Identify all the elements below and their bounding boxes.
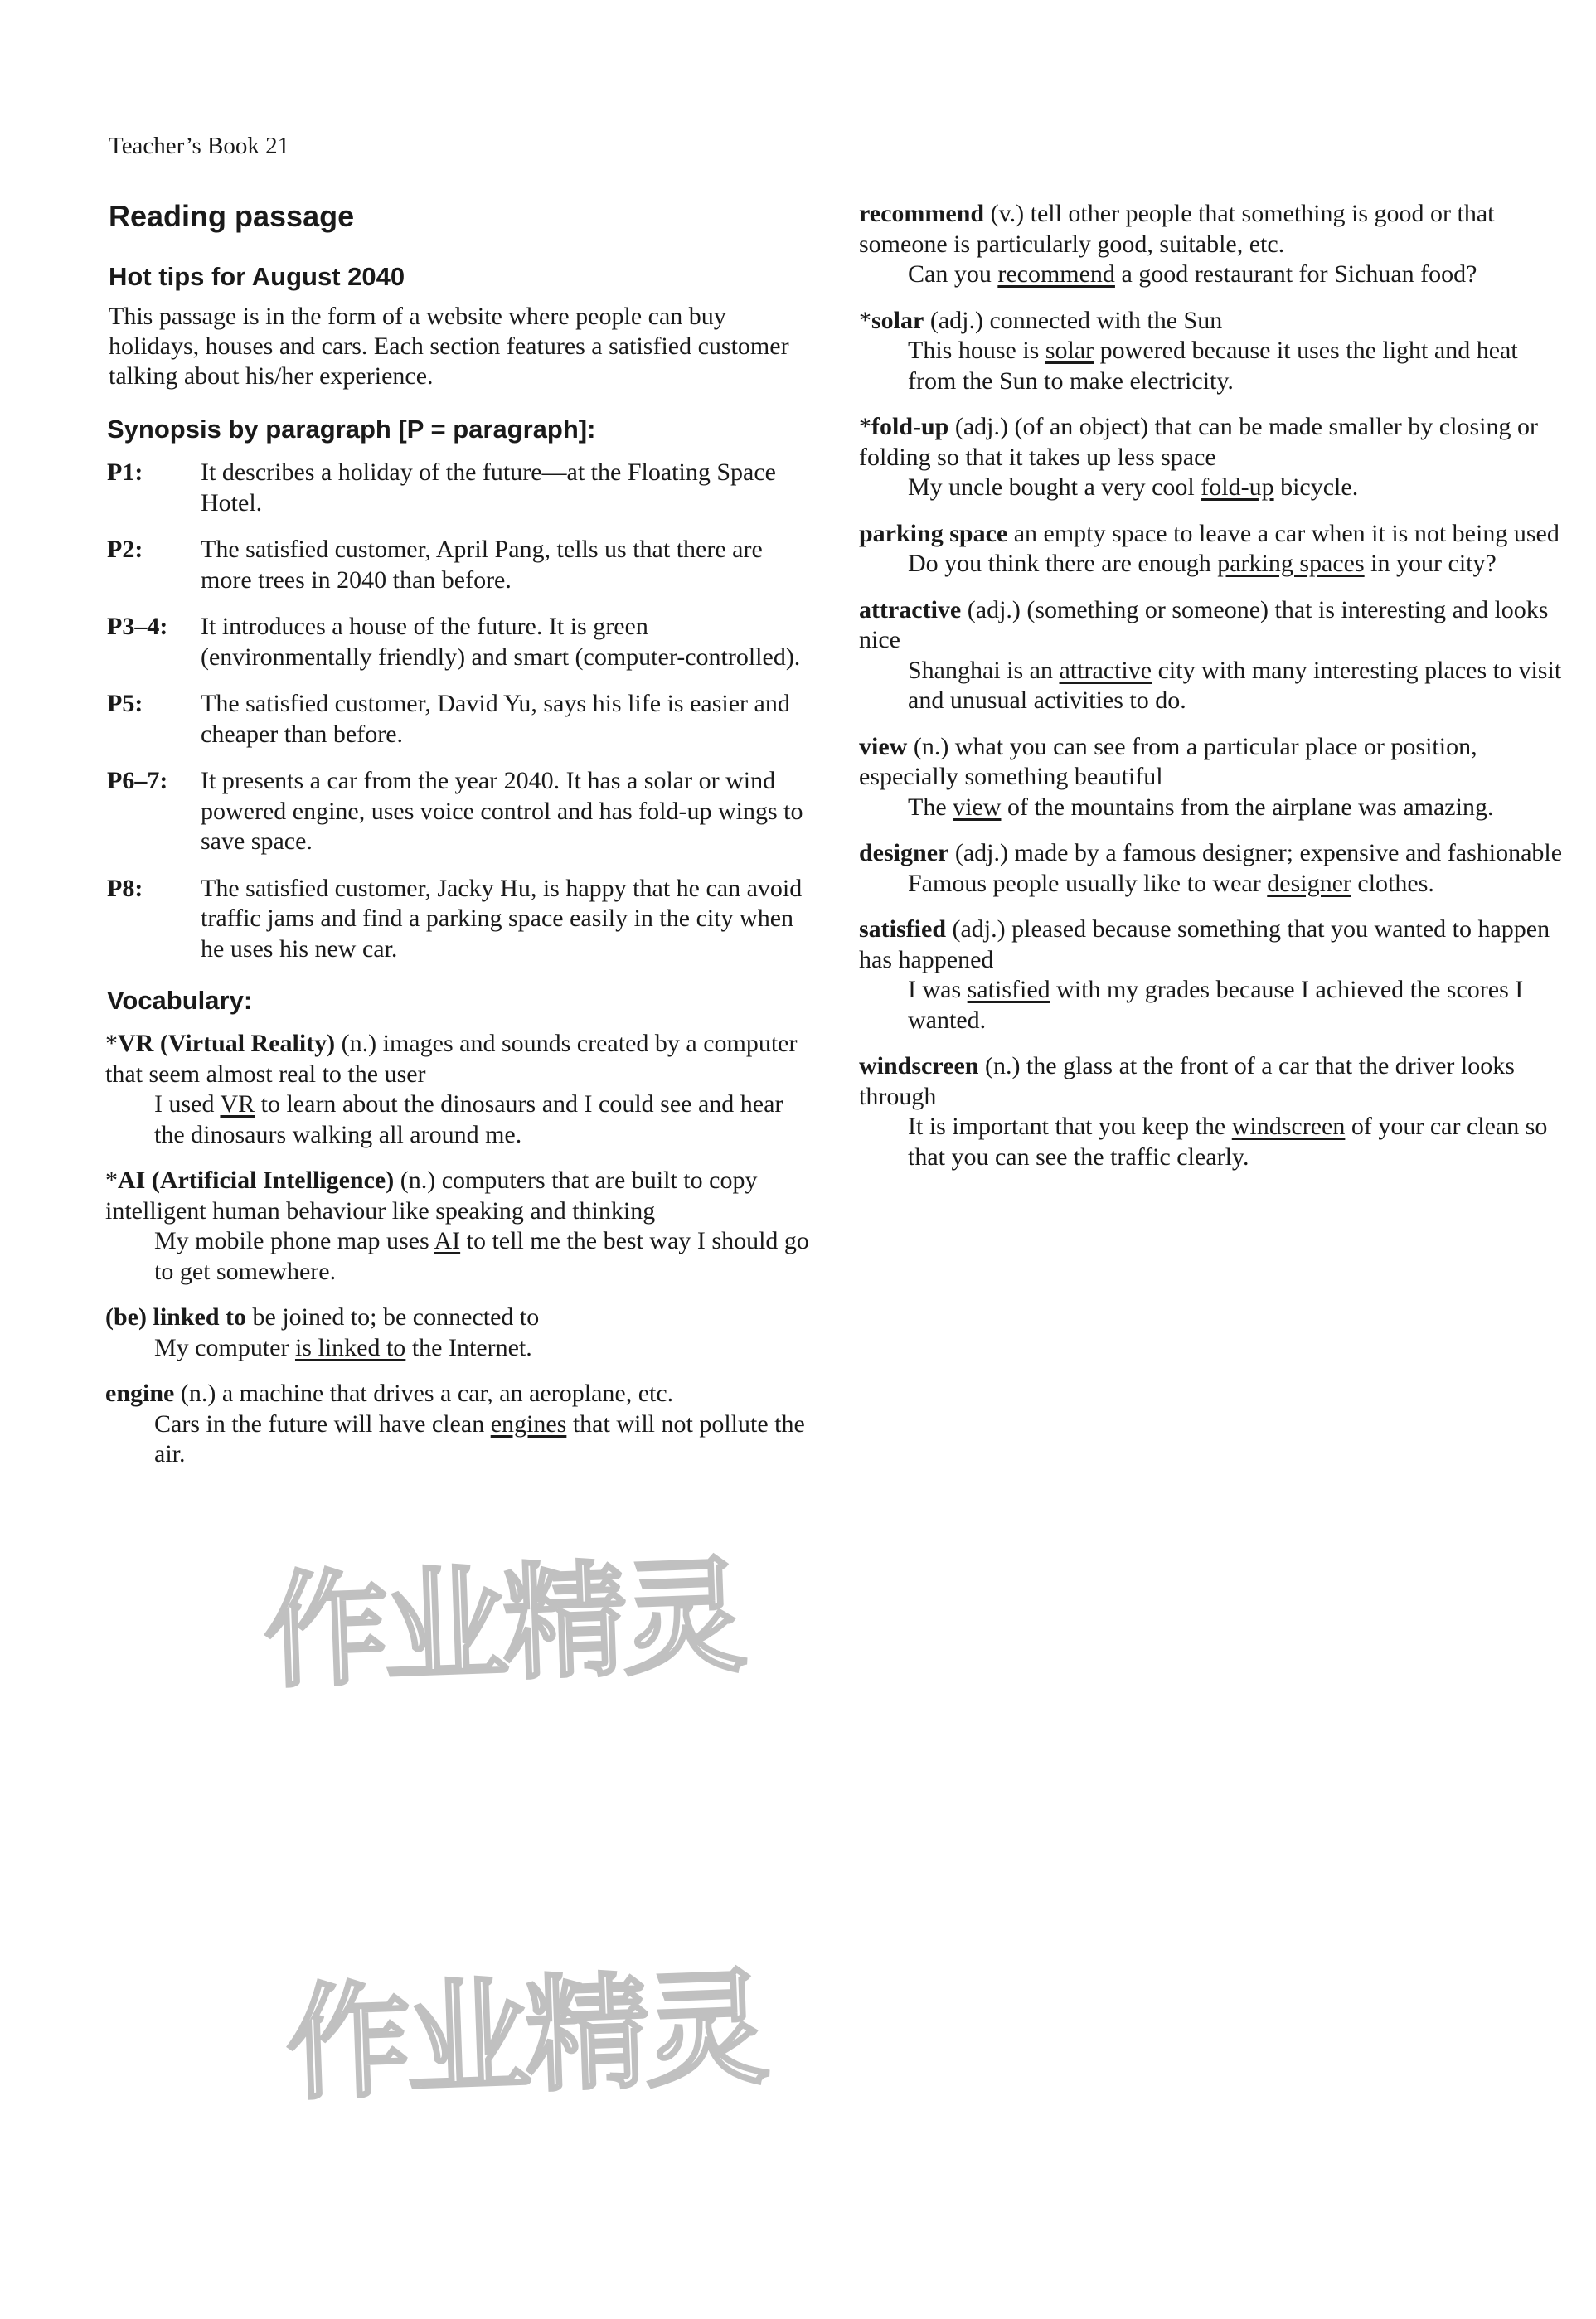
example-text: to learn about the dinosaurs and I could see and hear the dinosaurs walking all around me. xyxy=(154,1090,783,1148)
vocab-example xyxy=(859,549,1572,580)
vocab-star: * xyxy=(105,1030,118,1057)
vocab-term: AI (Artificial Intelligence) xyxy=(118,1167,395,1194)
left-column xyxy=(105,199,810,1486)
vocab-def: (adj.) made by a famous designer; expensive and fashionable xyxy=(948,839,1563,866)
vocab-term: engine xyxy=(105,1380,175,1407)
example-text: of the mountains from the airplane was amazing. xyxy=(1001,793,1494,821)
vocab-def: (n.) images and sounds created by a computer that seem almost real to the user xyxy=(105,1030,798,1088)
vocab-example xyxy=(105,1226,810,1287)
example-text: of your car clean so that you can see the traffic clearly. xyxy=(908,1113,1548,1171)
example-keyword: satisfied xyxy=(967,976,1050,1003)
vocab-definition xyxy=(859,595,1572,656)
vocab-definition xyxy=(859,412,1572,473)
synopsis-text: The satisfied customer, April Pang, tells us that there are more trees in 2040 than before. xyxy=(201,536,763,594)
vocab-definition xyxy=(859,199,1572,260)
vocab-example xyxy=(859,656,1572,716)
example-text: My uncle bought a very cool xyxy=(908,473,1201,501)
vocab-definition xyxy=(859,519,1572,550)
example-text: a good restaurant for Sichuan food? xyxy=(1114,260,1477,288)
example-keyword: VR xyxy=(220,1090,255,1118)
vocab-example xyxy=(105,1409,810,1470)
vocab-example xyxy=(105,1089,810,1150)
vocab-def: (n.) a machine that drives a car, an aeroplane, etc. xyxy=(174,1380,674,1407)
synopsis-text: The satisfied customer, Jacky Hu, is happy that he can avoid traffic jams and find a parking space easily in the city when he uses his new car. xyxy=(201,874,803,963)
example-keyword: designer xyxy=(1267,869,1351,897)
synopsis-label: P5: xyxy=(107,690,143,717)
vocab-entry xyxy=(105,1166,810,1287)
synopsis-label: P1: xyxy=(107,458,143,486)
vocab-term: windscreen xyxy=(859,1052,979,1079)
example-text: The xyxy=(908,793,953,821)
example-text: powered because it uses the light and heat from the Sun to make electricity. xyxy=(908,337,1518,395)
example-keyword: is linked to xyxy=(294,1333,406,1361)
vocab-term: recommend xyxy=(859,200,985,227)
vocab-def: (adj.) (something or someone) that is interesting and looks nice xyxy=(859,595,1549,653)
example-keyword: attractive xyxy=(1059,656,1152,684)
example-text: Cars in the future will have clean xyxy=(154,1409,491,1438)
vocab-term: parking space xyxy=(859,519,1008,547)
synopsis-row xyxy=(107,458,810,518)
vocab-example xyxy=(859,336,1572,396)
example-keyword: engines xyxy=(490,1409,567,1438)
vocab-definition xyxy=(859,838,1572,869)
vocab-def: (adj.) connected with the Sun xyxy=(924,306,1223,334)
example-keyword: view xyxy=(953,793,1002,821)
vocab-list-right xyxy=(859,199,1572,1172)
example-keyword: parking spaces xyxy=(1217,550,1365,577)
watermark-logo: 作业精灵 xyxy=(261,1544,745,1705)
example-text: Shanghai is an xyxy=(908,656,1060,684)
example-text: I was xyxy=(908,976,968,1003)
vocab-star: * xyxy=(105,1167,118,1194)
vocab-entry xyxy=(859,595,1572,716)
example-text: city with many interesting places to visit and unusual activities to do. xyxy=(908,656,1562,714)
synopsis-row xyxy=(107,535,810,595)
example-text: Do you think there are enough xyxy=(908,550,1218,577)
synopsis-label: P6–7: xyxy=(107,767,168,794)
vocab-entry xyxy=(105,1379,810,1470)
vocab-definition xyxy=(105,1166,810,1226)
vocab-def: (adj.) pleased because something that you wanted to happen has happened xyxy=(859,915,1550,973)
vocab-entry xyxy=(859,519,1572,580)
example-text: My mobile phone map uses xyxy=(154,1227,434,1254)
vocab-list-left xyxy=(105,1029,810,1470)
vocab-def: an empty space to leave a car when it is not being used xyxy=(1007,519,1560,547)
example-text: in your city? xyxy=(1364,550,1497,577)
synopsis-text: It describes a holiday of the future—at the Floating Space Hotel. xyxy=(201,458,776,517)
example-text: This house is xyxy=(908,337,1045,364)
vocab-entry xyxy=(105,1029,810,1150)
vocab-entry xyxy=(859,915,1572,1036)
vocab-term: attractive xyxy=(859,595,962,623)
synopsis-text: The satisfied customer, David Yu, says his life is easier and cheaper than before. xyxy=(201,690,790,748)
vocab-term: solar xyxy=(871,306,924,334)
vocab-def: be joined to; be connected to xyxy=(246,1303,540,1331)
vocab-example xyxy=(859,473,1572,503)
vocab-example xyxy=(859,793,1572,823)
vocab-def: (adj.) (of an object) that can be made smaller by closing or folding so that it takes up less space xyxy=(859,413,1538,471)
vocab-entry xyxy=(105,1303,810,1363)
running-head: Teacher’s Book 21 xyxy=(109,133,290,159)
vocab-term: satisfied xyxy=(859,915,946,943)
vocab-term: (be) linked to xyxy=(105,1303,247,1331)
synopsis-row xyxy=(107,689,810,750)
synopsis-row xyxy=(107,612,810,672)
vocab-entry xyxy=(859,732,1572,823)
example-text: with my grades because I achieved the scores I wanted. xyxy=(908,976,1524,1034)
vocab-def: (n.) the glass at the front of a car that the driver looks through xyxy=(859,1052,1515,1110)
synopsis-list xyxy=(105,458,810,964)
vocab-def: (n.) what you can see from a particular place or position, especially something beautiful xyxy=(859,732,1477,790)
vocab-definition xyxy=(105,1029,810,1089)
vocab-definition xyxy=(105,1379,810,1409)
passage-title: Hot tips for August 2040 xyxy=(109,262,405,291)
vocab-definition xyxy=(105,1303,810,1333)
synopsis-label: P3–4: xyxy=(107,613,168,640)
example-keyword: fold-up xyxy=(1201,473,1274,501)
vocab-def: (v.) tell other people that something is good or that someone is particularly good, suitable, etc. xyxy=(859,200,1495,258)
vocab-term: fold-up xyxy=(871,413,949,440)
vocab-star: * xyxy=(859,413,871,440)
example-text: the Internet. xyxy=(405,1333,532,1361)
vocab-definition xyxy=(859,1051,1572,1112)
section-title: Reading passage xyxy=(109,199,355,233)
example-text: I used xyxy=(154,1090,221,1118)
example-keyword: AI xyxy=(434,1227,461,1254)
vocab-term: VR (Virtual Reality) xyxy=(118,1030,336,1057)
example-text: It is important that you keep the xyxy=(908,1113,1232,1140)
vocab-example xyxy=(105,1333,810,1364)
vocab-example xyxy=(859,260,1572,290)
vocab-example xyxy=(859,975,1572,1036)
vocab-term: view xyxy=(859,732,908,760)
synopsis-row xyxy=(107,766,810,857)
example-text: Famous people usually like to wear xyxy=(908,869,1268,897)
example-text: Can you xyxy=(908,260,998,288)
vocab-entry xyxy=(859,306,1572,397)
synopsis-text: It presents a car from the year 2040. It has a solar or wind powered engine, uses voice control and has fold-up wings to save space. xyxy=(201,767,803,855)
synopsis-row xyxy=(107,874,810,965)
example-keyword: windscreen xyxy=(1231,1113,1346,1140)
vocab-entry xyxy=(859,838,1572,899)
vocabulary-heading: Vocabulary: xyxy=(107,986,253,1015)
example-text: bicycle. xyxy=(1273,473,1359,501)
synopsis-text: It introduces a house of the future. It is green (environmentally friendly) and smart (computer-controlled). xyxy=(201,613,801,671)
vocab-definition xyxy=(859,732,1572,793)
vocab-entry xyxy=(859,1051,1572,1172)
vocab-entry xyxy=(859,412,1572,503)
example-keyword: recommend xyxy=(997,260,1115,288)
vocab-definition xyxy=(859,915,1572,975)
synopsis-label: P2: xyxy=(107,536,143,563)
passage-intro: This passage is in the form of a website where people can buy holidays, houses and cars. Each section features a satisfied customer talking about his/her experience. xyxy=(109,303,789,390)
example-text: My computer xyxy=(154,1333,295,1361)
example-text: to tell me the best way I should go to get somewhere. xyxy=(154,1227,809,1285)
vocab-definition xyxy=(859,306,1572,337)
example-text: that will not pollute the air. xyxy=(154,1409,805,1468)
right-column xyxy=(859,199,1572,1188)
vocab-example xyxy=(859,869,1572,900)
example-keyword: solar xyxy=(1045,337,1094,364)
vocab-entry xyxy=(859,199,1572,290)
vocab-example xyxy=(859,1112,1572,1172)
example-text: clothes. xyxy=(1351,869,1434,897)
vocab-def: (n.) computers that are built to copy intelligent human behaviour like speaking and thinking xyxy=(105,1167,758,1225)
synopsis-heading: Synopsis by paragraph [P = paragraph]: xyxy=(107,415,596,444)
synopsis-label: P8: xyxy=(107,874,143,902)
watermark-logo: 作业精灵 xyxy=(284,1956,767,2118)
vocab-term: designer xyxy=(859,839,949,866)
vocab-star: * xyxy=(859,306,871,334)
